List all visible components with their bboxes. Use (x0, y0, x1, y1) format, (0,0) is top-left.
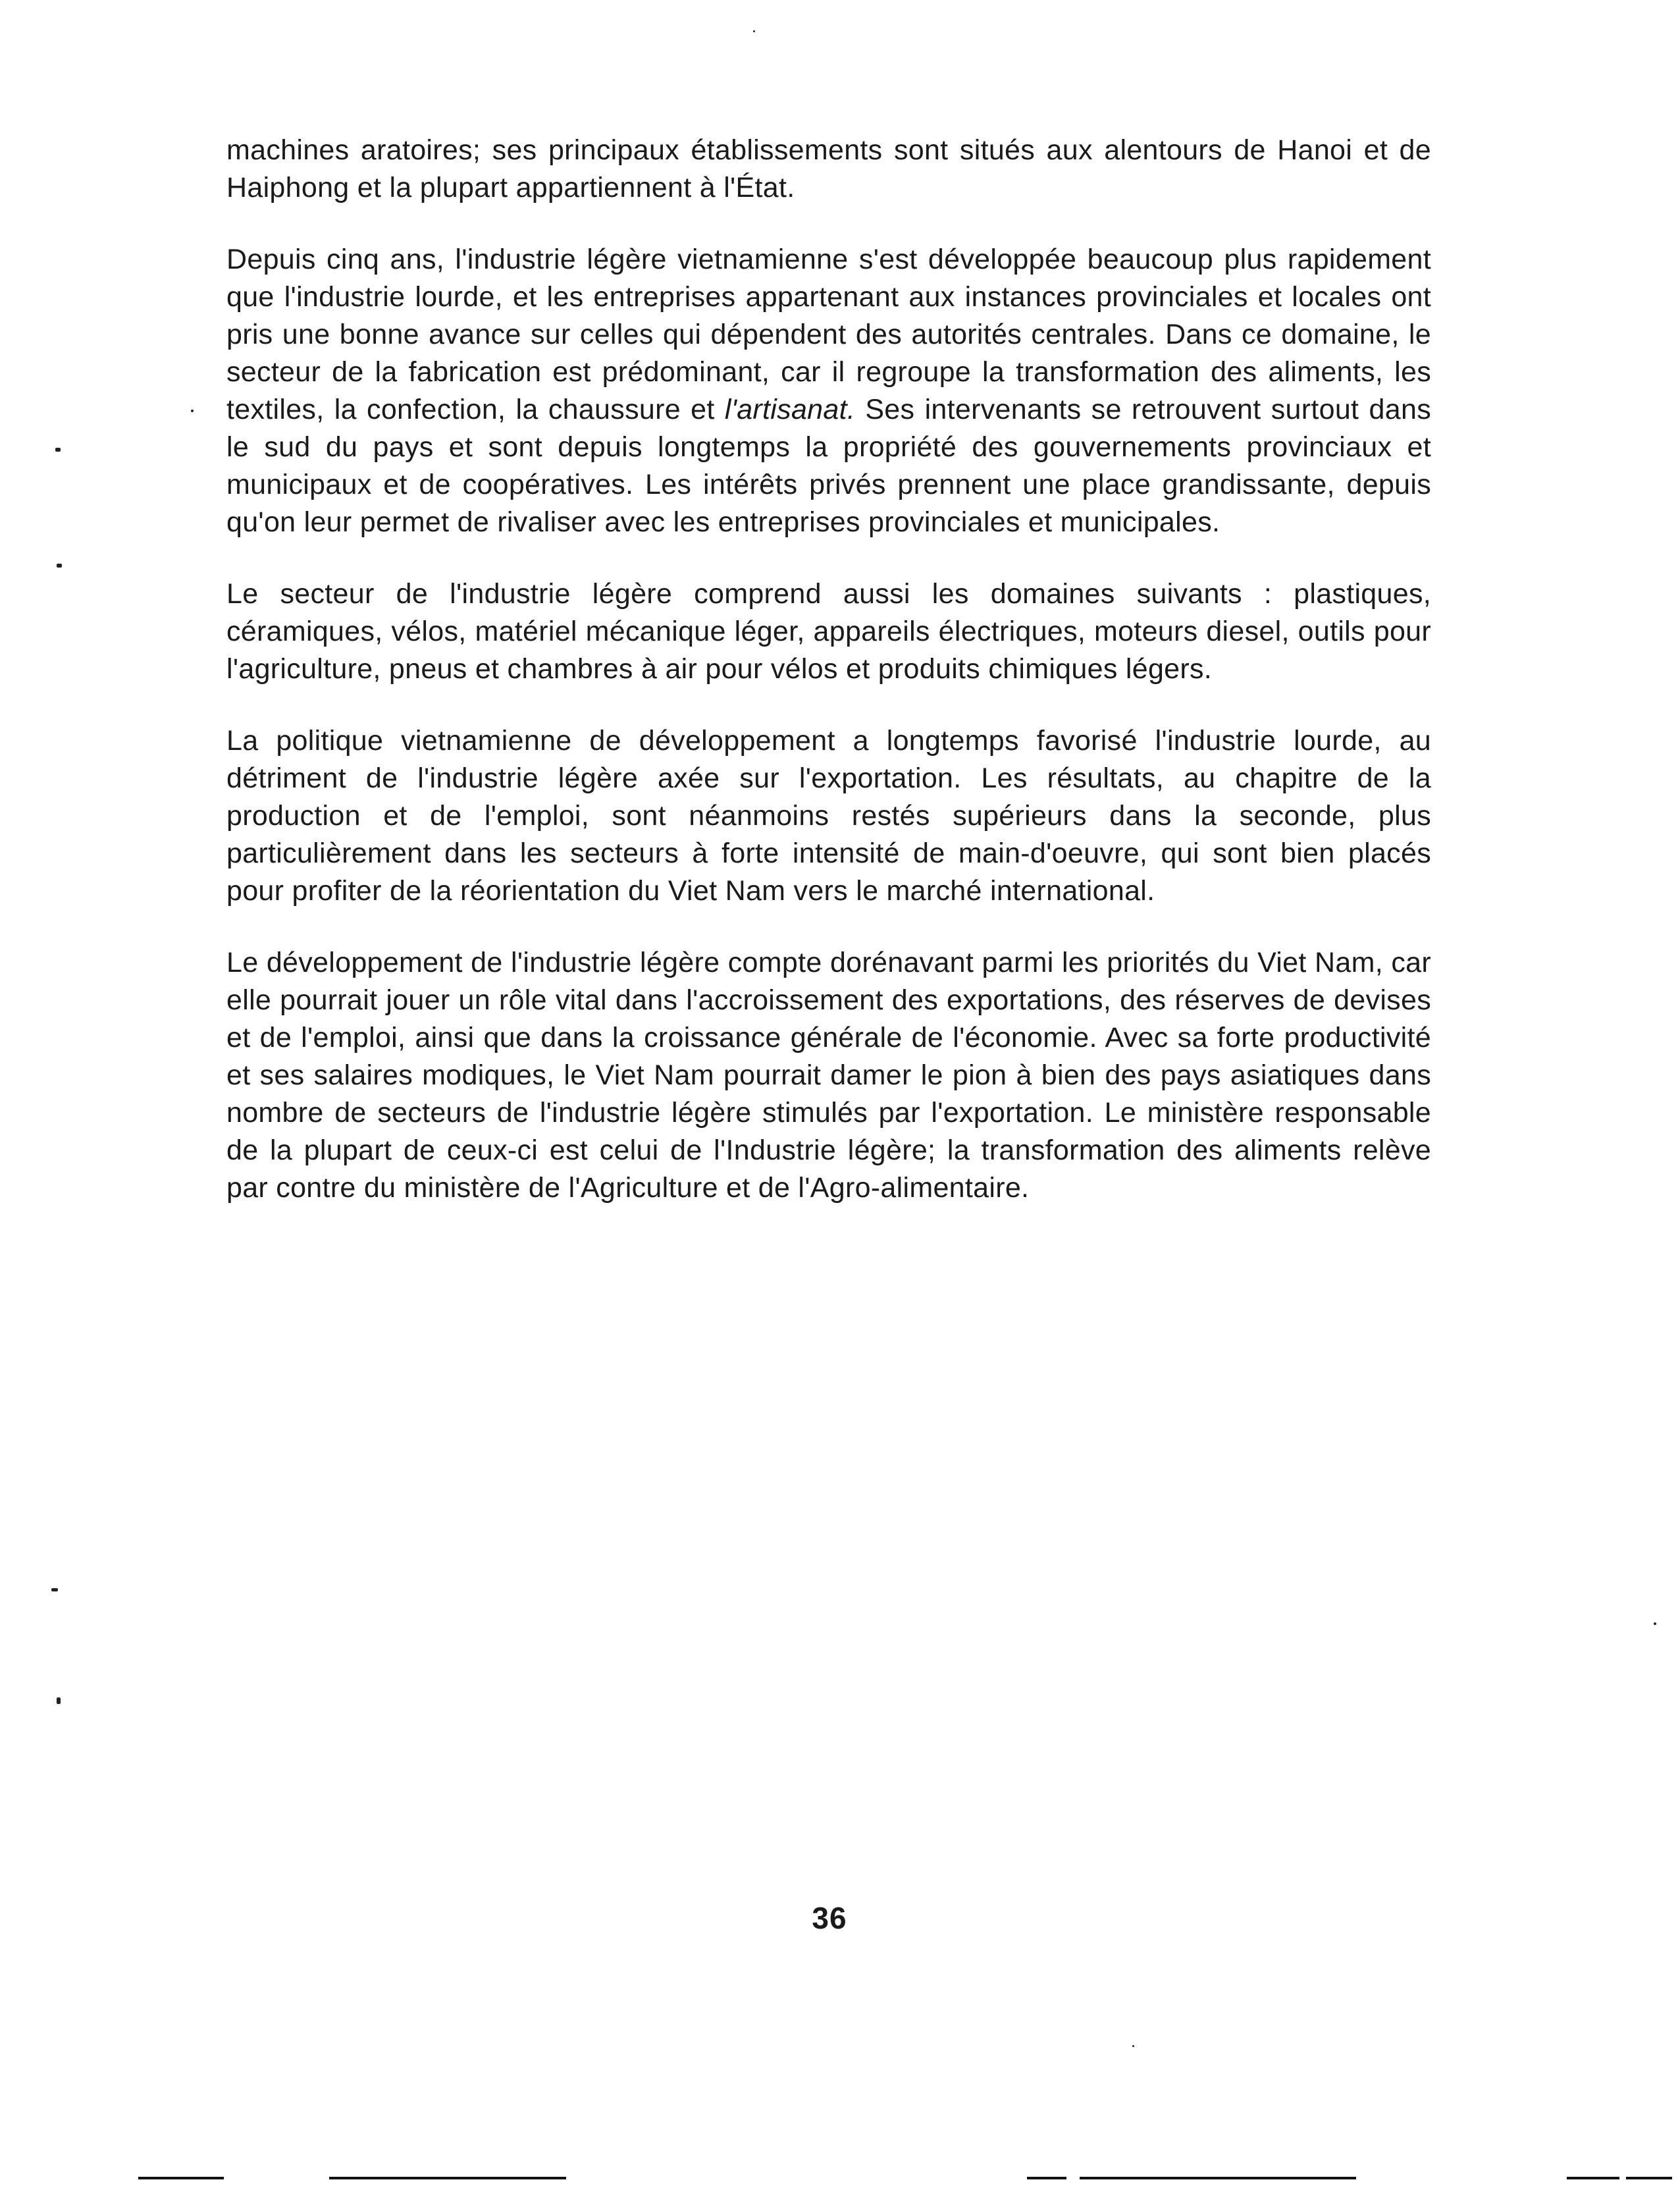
paragraph-5 (226, 944, 1431, 1207)
paragraph-4-text: La politique vietnamienne de développement a longtemps favorisé l'industrie lourde, au détriment de l'industrie légère axée sur l'exportation. Les résultats, au chapitre de la production et de l'emploi, sont néanmoins restés supérieurs dans la seconde, plus particulièrement dans les secteurs à forte intensité de main-d'oeuvre, qui sont bien placés pour profiter de la réorientation du Viet Nam vers le marché international. (226, 725, 1431, 907)
paragraph-1-text: machines aratoires; ses principaux établissements sont situés aux alentours de Hanoi et de Haiphong et la plupart appartiennent à l'État. (226, 134, 1431, 203)
scan-speck (191, 410, 194, 412)
paragraph-2-text-b: Ses intervenants se retrouvent surtout dans le sud du pays et sont depuis longtemps la propriété des gouvernements provinciaux et municipaux et de coopératives. Les intérêts privés prennent une place grandissante, depuis qu'on leur permet de rivaliser avec les entreprises provinciales et municipales. (226, 394, 1431, 538)
paragraph-2-text-a: Depuis cinq ans, l'industrie légère vietnamienne s'est développée beaucoup plus rapidement que l'industrie lourde, et les entreprises appartenant aux instances provinciales et locales ont pris une bonne avance sur celles qui dépendent des autorités centrales. Dans ce domaine, le secteur de la fabrication est prédominant, car il regroupe la transformation des aliments, les textiles, la confection, la chaussure et (226, 244, 1431, 425)
paragraph-4 (226, 722, 1431, 910)
scan-speck (51, 1588, 58, 1591)
paragraph-3 (226, 575, 1431, 688)
scan-speck (57, 564, 62, 568)
bottom-rule (1567, 2177, 1619, 2179)
page-number: 36 (812, 1901, 847, 1935)
paragraph-1 (226, 132, 1431, 207)
scan-speck (1132, 2045, 1134, 2047)
bottom-rule (138, 2177, 224, 2179)
paragraph-5-text: Le développement de l'industrie légère compte dorénavant parmi les priorités du Viet Nam, car elle pourrait jouer un rôle vital dans l'accroissement des exportations, des réserves de devises et de l'emploi, ainsi que dans la croissance générale de l'économie. Avec sa forte productivité et ses salaires modiques, le Viet Nam pourrait damer le pion à bien des pays asiatiques dans nombre de secteurs de l'industrie légère stimulés par l'exportation. Le ministère responsable de la plupart de ceux-ci est celui de l'Industrie légère; la transformation des aliments relève par contre du ministère de l'Agriculture et de l'Agro-alimentaire. (226, 947, 1431, 1204)
scan-speck (55, 448, 61, 452)
body-text (226, 132, 1431, 1241)
scan-speck (1654, 1622, 1656, 1625)
bottom-rule (1027, 2177, 1066, 2179)
paragraph-2 (226, 241, 1431, 541)
paragraph-3-text: Le secteur de l'industrie légère comprend aussi les domaines suivants : plastiques, céramiques, vélos, matériel mécanique léger, appareils électriques, moteurs diesel, outils pour l'agriculture, pneus et chambres à air pour vélos et produits chimiques légers. (226, 578, 1431, 685)
paragraph-2-italic: l'artisanat. (724, 394, 856, 425)
bottom-rule (329, 2177, 566, 2179)
bottom-rule (1080, 2177, 1356, 2179)
scan-speck (57, 1697, 61, 1704)
bottom-rule (1626, 2177, 1672, 2179)
scan-speck (753, 30, 755, 32)
